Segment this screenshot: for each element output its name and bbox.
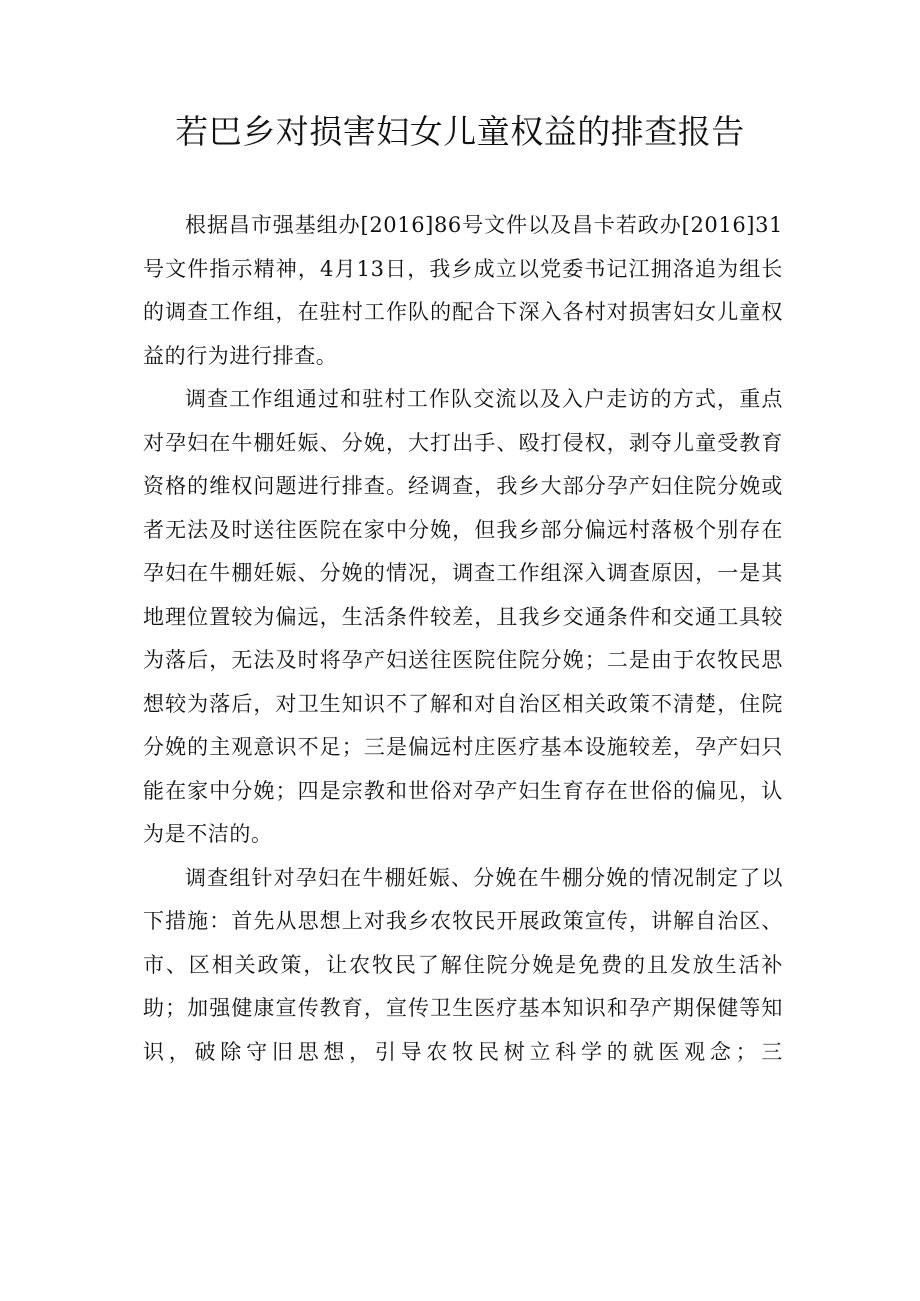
paragraph-basis: 根据昌市强基组办[2016]86号文件以及昌卡若政办[2016]31号文件指示精神，4月13日，我乡成立以党委书记江拥洛追为组长的调查工作组，在驻村工作队的配合下深入各村对损害妇女儿童权益的行为进行排查。 [143, 213, 783, 368]
document-title: 若巴乡对损害妇女儿童权益的排查报告 [175, 112, 745, 151]
paragraph-investigation: 调查工作组通过和驻村工作队交流以及入户走访的方式，重点对孕妇在牛棚妊娠、分娩，大打出手、殴打侵权，剥夺儿童受教育资格的维权问题进行排查。经调查，我乡大部分孕产妇住院分娩或者无法及时送往医院在家中分娩，但我乡部分偏远村落极个别存在孕妇在牛棚妊娠、分娩的情况，调查工作组深入调查原因，一是其地理位置较为偏远，生活条件较差，且我乡交通条件和交通工具较为落后，无法及时将孕产妇送往医院住院分娩；二是由于农牧民思想较为落后，对卫生知识不了解和对自治区相关政策不清楚，住院分娩的主观意识不足；三是偏远村庄医疗基本设施较差，孕产妇只能在家中分娩；四是宗教和世俗对孕产妇生育存在世俗的偏见，认为是不洁的。 [143, 387, 783, 846]
document-body [143, 204, 783, 1074]
paragraph-measures: 调查组针对孕妇在牛棚妊娠、分娩在牛棚分娩的情况制定了以下措施：首先从思想上对我乡农牧民开展政策宣传，讲解自治区、市、区相关政策，让农牧民了解住院分娩是免费的且发放生活补助；加强健康宣传教育，宣传卫生医疗基本知识和孕产期保健等知识，破除守旧思想，引导农牧民树立科学的就医观念；三 [143, 865, 783, 1064]
